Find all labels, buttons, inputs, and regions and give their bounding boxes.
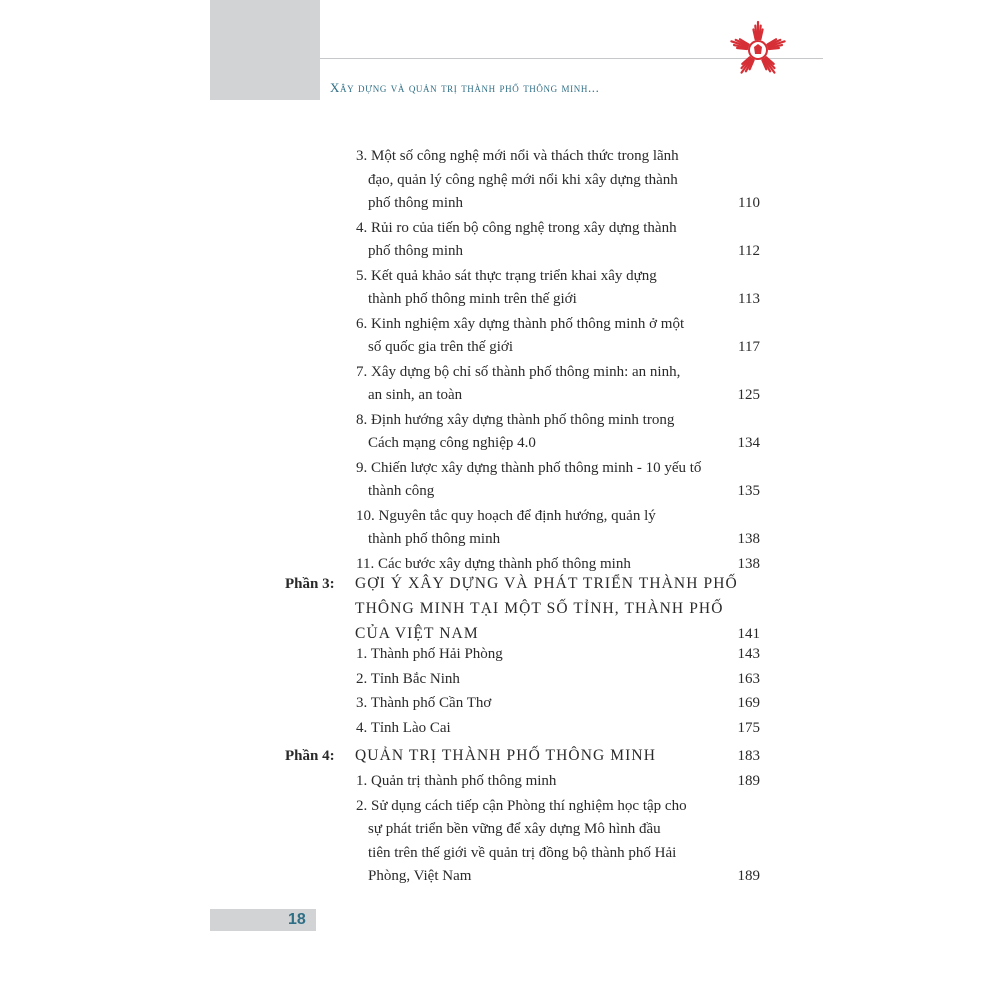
toc-entry-line: 10. Nguyên tắc quy hoạch để định hướng, quản lý [356,507,656,524]
part-title-line: THÔNG MINH TẠI MỘT SỐ TỈNH, THÀNH PHỐ [355,600,724,617]
toc-entry-line: phố thông minh [368,243,464,259]
part-title-line: QUẢN TRỊ THÀNH PHỐ THÔNG MINH [355,747,657,764]
toc-entry-line: 6. Kinh nghiệm xây dựng thành phố thông minh ở một [356,315,685,332]
toc-entry-line: 8. Định hướng xây dựng thành phố thông minh trong [356,411,675,428]
toc-page-number: 183 [737,748,760,764]
toc-entry-line: số quốc gia trên thế giới [368,339,513,355]
toc-entry-line: 1. Thành phố Hải Phòng [356,646,503,662]
toc-page-number: 189 [737,868,760,884]
toc-entry-line: phố thông minh [368,195,464,211]
toc-entry-line: 4. Rủi ro của tiến bộ công nghệ trong xây dựng thành [356,219,677,236]
part-title-line: GỢI Ý XÂY DỰNG VÀ PHÁT TRIỂN THÀNH PHỐ [355,575,738,592]
running-title: Xây dựng và quản trị thành phố thông minh... [330,80,600,95]
toc-page-number: 163 [737,670,760,687]
toc-entry-line: 7. Xây dựng bộ chỉ số thành phố thông minh: an ninh, [356,363,681,380]
toc-entry-line: 9. Chiến lược xây dựng thành phố thông minh - 10 yếu tố [356,459,702,476]
toc-entry-line: đạo, quản lý công nghệ mới nổi khi xây dựng thành [368,171,678,188]
toc-page-number: 169 [737,695,760,711]
toc-entry-line: tiên trên thế giới về quản trị đồng bộ thành phố Hải [368,844,677,861]
part-title-line: CỦA VIỆT NAM [355,625,479,642]
toc-entry-line: thành phố thông minh [368,531,501,547]
toc-entry-line: 3. Một số công nghệ mới nổi và thách thức trong lãnh [356,148,679,164]
toc-entry-line: thành phố thông minh trên thế giới [368,291,577,307]
page-number: 18 [288,911,306,928]
toc-entry-line: 3. Thành phố Cần Thơ [356,695,492,711]
toc-entry-line: 4. Tỉnh Lào Cai [356,719,451,736]
toc-page-number: 117 [738,339,760,355]
toc-entry-line: Phòng, Việt Nam [368,868,472,884]
toc-entry-line: an sinh, an toàn [368,387,463,403]
toc-page-number: 110 [738,195,760,211]
toc-page-number: 134 [737,435,760,451]
toc-page-number: 125 [737,387,760,403]
toc-entry-line: thành công [368,483,435,499]
toc-entry-line: 1. Quản trị thành phố thông minh [356,773,557,789]
toc-page-number: 143 [737,646,760,662]
toc-page-number: 138 [737,531,760,547]
toc-page-number: 135 [737,483,760,499]
toc-page-number: 112 [738,243,760,259]
toc-entry-line: 5. Kết quả khảo sát thực trạng triển khai xây dựng [356,267,657,284]
toc-page-number: 113 [738,291,760,307]
toc-entry-line: sự phát triển bền vững để xây dựng Mô hình đầu [368,821,661,837]
toc-page-number: 189 [737,773,760,789]
toc-entry-line: 11. Các bước xây dựng thành phố thông minh [356,555,631,572]
toc-page-number: 138 [737,555,760,572]
toc-entry-line: 2. Tỉnh Bắc Ninh [356,670,460,687]
part-label: Phần 4: [285,748,335,764]
toc-page-number: 141 [737,626,760,642]
toc-entry-line: Cách mạng công nghiệp 4.0 [368,435,536,451]
toc-page-number: 175 [737,719,760,736]
part-label: Phần 3: [285,576,335,592]
toc-entry-line: 2. Sử dụng cách tiếp cận Phòng thí nghiệm học tập cho [356,797,687,814]
